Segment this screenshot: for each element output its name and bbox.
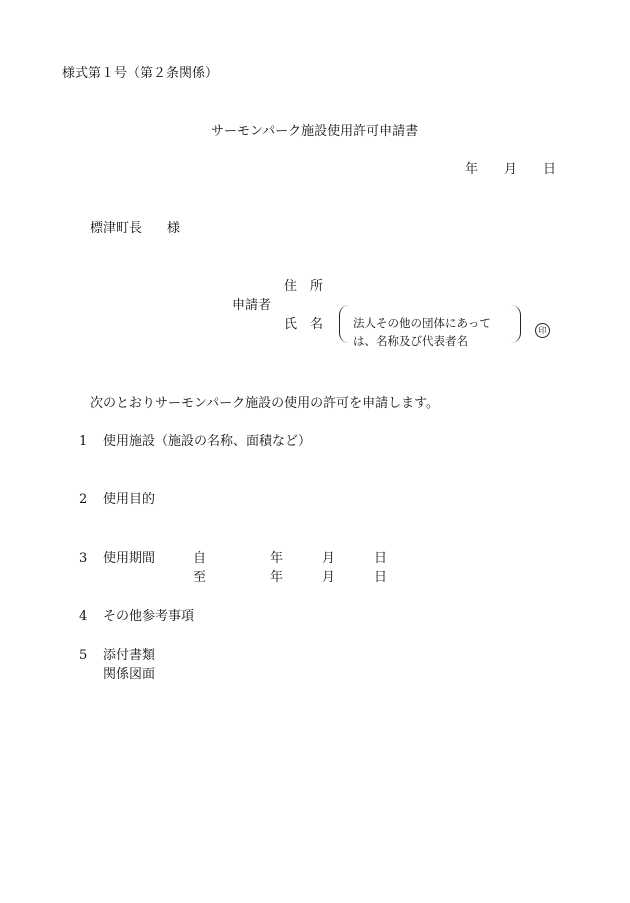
addressee-honorific: 様 (167, 221, 181, 236)
intro-text: 次のとおりサーモンパーク施設の使用の許可を申請します。 (90, 396, 440, 411)
period-to-day: 日 (374, 570, 388, 585)
name-label: 氏 名 (284, 317, 324, 332)
applicant-label: 申請者 (232, 298, 272, 313)
item-number: 1 (79, 434, 88, 449)
date-year: 年 (465, 162, 479, 177)
item-number: 4 (79, 609, 88, 624)
period-to-year: 年 (270, 570, 284, 585)
period-from-month: 月 (322, 551, 336, 566)
date-day: 日 (543, 162, 557, 177)
period-from-year: 年 (270, 551, 284, 566)
bracket-note: 法人その他の団体にあっては、名称及び代表者名 (353, 316, 491, 348)
item-label-attachments: 添付書類 (103, 648, 156, 663)
item-label-purpose: 使用目的 (103, 492, 156, 507)
period-to: 至 (193, 570, 207, 585)
document-title: サーモンパーク施設使用許可申請書 (211, 124, 419, 139)
form-number: 様式第１号（第２条関係） (62, 66, 219, 81)
period-to-month: 月 (322, 570, 336, 585)
item-number: 5 (79, 648, 88, 663)
item-number: 3 (79, 551, 88, 566)
period-from: 自 (193, 551, 207, 566)
item-label-other: その他参考事項 (103, 609, 195, 624)
seal-mark: 印 (535, 323, 550, 338)
item-label-facility: 使用施設（施設の名称、面積など） (103, 434, 312, 449)
date-month: 月 (504, 162, 518, 177)
address-label: 住 所 (284, 279, 324, 294)
item-label-period: 使用期間 (103, 551, 156, 566)
attachment-drawings: 関係図面 (103, 667, 156, 682)
period-from-day: 日 (374, 551, 388, 566)
item-number: 2 (79, 492, 88, 507)
addressee-name: 標津町長 (90, 221, 143, 236)
